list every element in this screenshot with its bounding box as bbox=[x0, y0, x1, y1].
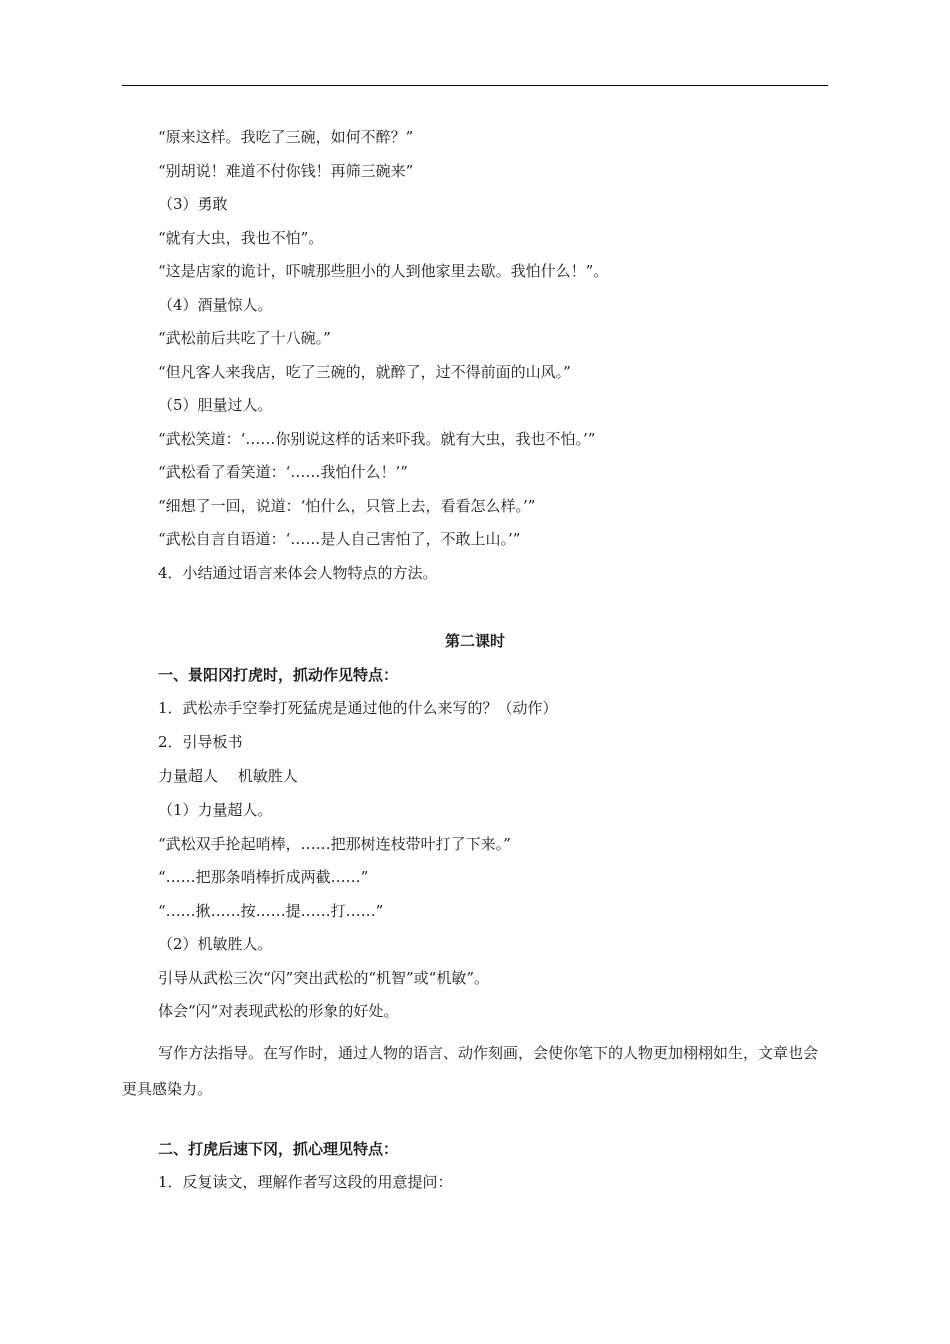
guidance-line: 引导从武松三次“闪”突出武松的“机智”或“机敏”。 bbox=[158, 969, 490, 987]
trait-heading-brave: （3）勇敢 bbox=[158, 195, 228, 213]
lesson-title: 第二课时 bbox=[444, 632, 505, 650]
list-item: 1．反复读文，理解作者写这段的用意提问： bbox=[158, 1173, 453, 1191]
dialogue-line: “细想了一回，说道：‘怕什么，只管上去，看看怎么样。’” bbox=[158, 497, 536, 515]
trait-heading-strength: （1）力量超人。 bbox=[158, 801, 273, 819]
dialogue-line: “武松笑道：‘……你别说这样的话来吓我。就有大虫，我也不怕。’” bbox=[158, 430, 596, 448]
trait-heading-courage: （5）胆量过人。 bbox=[158, 396, 273, 414]
dialogue-line: “原来这样。我吃了三碗，如何不醉？” bbox=[158, 128, 414, 146]
action-quote: “……把那条哨棒折成两截……” bbox=[158, 868, 369, 886]
dialogue-line: “武松看了看笑道：‘……我怕什么！’” bbox=[158, 463, 408, 481]
section-heading: 二、打虎后速下冈，抓心理见特点： bbox=[158, 1140, 399, 1158]
dialogue-line: “这是店家的诡计，吓唬那些胆小的人到他家里去歇。我怕什么！”。 bbox=[158, 262, 609, 280]
dialogue-line: “武松自言自语道：‘……是人自己害怕了，不敢上山。’” bbox=[158, 530, 521, 548]
section-heading: 一、景阳冈打虎时，抓动作见特点： bbox=[158, 666, 399, 684]
action-quote: “武松双手抡起哨棒，……把那树连枝带叶打了下来。” bbox=[158, 835, 511, 853]
header-rule bbox=[122, 85, 828, 86]
writing-guidance-paragraph: 写作方法指导。在写作时，通过人物的语言、动作刻画，会使你笔下的人物更加栩栩如生，文章也会更具感染力。 bbox=[122, 1044, 819, 1098]
dialogue-line: “但凡客人来我店，吃了三碗的，就醉了，过不得前面的山风。” bbox=[158, 363, 571, 381]
dialogue-line: “别胡说！难道不付你钱！再筛三碗来” bbox=[158, 162, 414, 180]
list-item: 2．引导板书 bbox=[158, 733, 243, 751]
action-quote: “……揪……按……提……打……” bbox=[158, 902, 384, 920]
dialogue-line: “就有大虫，我也不怕”。 bbox=[158, 229, 324, 247]
board-text: 力量超人 机敏胜人 bbox=[158, 767, 298, 785]
list-item: 1．武松赤手空拳打死猛虎是通过他的什么来写的？（动作） bbox=[158, 699, 558, 717]
trait-heading-agility: （2）机敏胜人。 bbox=[158, 935, 273, 953]
dialogue-line: “武松前后共吃了十八碗。” bbox=[158, 329, 331, 347]
trait-heading-drinking: （4）酒量惊人。 bbox=[158, 296, 273, 314]
guidance-line: 体会“闪”对表现武松的形象的好处。 bbox=[158, 1002, 399, 1020]
summary-item: 4．小结通过语言来体会人物特点的方法。 bbox=[158, 564, 438, 582]
